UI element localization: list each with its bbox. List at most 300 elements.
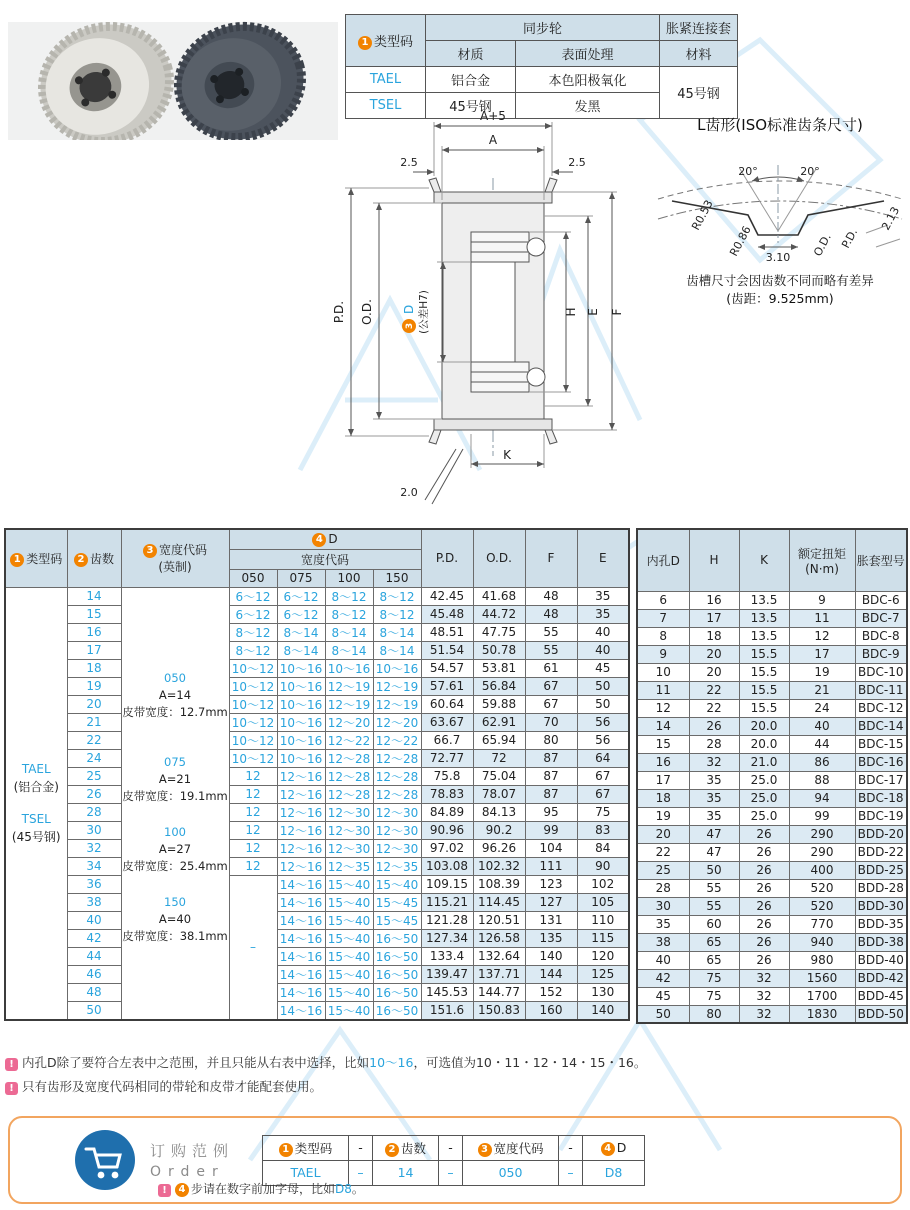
- teeth-cell: 46: [67, 965, 121, 983]
- k-cell: 15.5: [739, 681, 789, 699]
- d-range-150-cell: 12～19: [373, 695, 421, 713]
- d-range-150-cell: 8～12: [373, 605, 421, 623]
- bore-cell: 28: [637, 879, 689, 897]
- od-cell: 65.94: [473, 731, 525, 749]
- d-range-075-cell: 8～14: [277, 623, 325, 641]
- sleeve-row: [637, 789, 907, 807]
- od-cell: 132.64: [473, 947, 525, 965]
- d-range-075-cell: 10～16: [277, 749, 325, 767]
- order-header-teeth: 2 齿数: [373, 1135, 439, 1160]
- d-range-100-cell: 15～40: [325, 965, 373, 983]
- d-range-150-cell: 15～40: [373, 875, 421, 893]
- order-header-type: 1 类型码: [263, 1135, 349, 1160]
- d-range-050-cell: 12: [229, 839, 277, 857]
- sleeve-row: [637, 699, 907, 717]
- d-range-100-cell: 15～40: [325, 929, 373, 947]
- bore-cell: 20: [637, 825, 689, 843]
- h-cell: 75: [689, 969, 739, 987]
- e-cell: 110: [577, 911, 629, 929]
- d-range-075-cell: 10～16: [277, 677, 325, 695]
- torque-cell: 1560: [789, 969, 855, 987]
- teeth-cell: 42: [67, 929, 121, 947]
- od-cell: 50.78: [473, 641, 525, 659]
- badge-3-icon: 3: [143, 544, 157, 558]
- f-cell: 80: [525, 731, 577, 749]
- pulley-row: [5, 1001, 629, 1020]
- torque-cell: 94: [789, 789, 855, 807]
- teeth-cell: 32: [67, 839, 121, 857]
- tooth-profile-note2: (齿距：9.525mm): [726, 291, 834, 306]
- d-range-100-cell: 12～30: [325, 803, 373, 821]
- badge-2-icon: 2: [74, 553, 88, 567]
- od-cell: 108.39: [473, 875, 525, 893]
- torque-cell: 19: [789, 663, 855, 681]
- teeth-cell: 19: [67, 677, 121, 695]
- k-cell: 25.0: [739, 807, 789, 825]
- order-header-row: [263, 1135, 645, 1160]
- d-range-050-cell: 6～12: [229, 587, 277, 605]
- order-header-dash: -: [559, 1135, 583, 1160]
- k-cell: 25.0: [739, 789, 789, 807]
- model-cell: BDD-38: [855, 933, 907, 951]
- k-cell: 20.0: [739, 735, 789, 753]
- header-d: 4 D: [229, 529, 421, 549]
- h-cell: 22: [689, 699, 739, 717]
- pd-cell: 42.45: [421, 587, 473, 605]
- pd-cell: 139.47: [421, 965, 473, 983]
- pd-cell: 60.64: [421, 695, 473, 713]
- svg-text:R0.53: R0.53: [689, 197, 716, 233]
- spec-surface-tael: 本色阳极氧化: [516, 67, 660, 93]
- od-cell: 59.88: [473, 695, 525, 713]
- d-range-150-cell: 15～45: [373, 911, 421, 929]
- h-cell: 35: [689, 789, 739, 807]
- teeth-cell: 44: [67, 947, 121, 965]
- f-cell: 99: [525, 821, 577, 839]
- d-range-150-cell: 12～19: [373, 677, 421, 695]
- model-cell: BDD-30: [855, 897, 907, 915]
- svg-text:2.5: 2.5: [400, 156, 418, 169]
- f-cell: 140: [525, 947, 577, 965]
- sleeve-row: [637, 969, 907, 987]
- torque-cell: 40: [789, 717, 855, 735]
- d-range-100-cell: 15～40: [325, 875, 373, 893]
- f-cell: 111: [525, 857, 577, 875]
- model-cell: BDC-11: [855, 681, 907, 699]
- e-cell: 56: [577, 731, 629, 749]
- tooth-profile-note1: 齿槽尺寸会因齿数不同而略有差异: [686, 273, 874, 288]
- sleeve-row: [637, 717, 907, 735]
- d-range-075-cell: 6～12: [277, 587, 325, 605]
- order-header-d: 4 D: [583, 1135, 645, 1160]
- d-range-075-cell: 12～16: [277, 839, 325, 857]
- d-range-100-cell: 10～16: [325, 659, 373, 677]
- bore-cell: 6: [637, 591, 689, 609]
- torque-cell: 17: [789, 645, 855, 663]
- f-cell: 55: [525, 641, 577, 659]
- model-cell: BDC-17: [855, 771, 907, 789]
- d-range-050-cell: 10～12: [229, 659, 277, 677]
- sleeve-row: [637, 825, 907, 843]
- section-drawing: [325, 104, 660, 522]
- badge-1-icon: 1: [10, 553, 24, 567]
- d-range-050-cell: 10～12: [229, 749, 277, 767]
- teeth-cell: 38: [67, 893, 121, 911]
- pd-cell: 127.34: [421, 929, 473, 947]
- d-range-075-cell: 12～16: [277, 857, 325, 875]
- h-cell: 17: [689, 609, 739, 627]
- tooth-profile-title: L齿形(ISO标准齿条尺寸): [697, 116, 863, 134]
- d-range-150-cell: 16～50: [373, 965, 421, 983]
- spec-sleeve-group-header: 胀紧连接套: [660, 15, 738, 41]
- d-range-075-cell: 14～16: [277, 893, 325, 911]
- sleeve-row: [637, 807, 907, 825]
- f-cell: 144: [525, 965, 577, 983]
- d-range-150-cell: 16～50: [373, 1001, 421, 1020]
- teeth-cell: 22: [67, 731, 121, 749]
- sleeve-row: [637, 681, 907, 699]
- tooth-profile-block: [652, 114, 908, 307]
- svg-text:P.D.: P.D.: [839, 226, 861, 251]
- pulley-row: [5, 713, 629, 731]
- k-cell: 15.5: [739, 645, 789, 663]
- d-range-150-cell: 16～50: [373, 983, 421, 1001]
- badge-1-icon: 1: [358, 36, 372, 50]
- k-cell: 26: [739, 951, 789, 969]
- torque-cell: 86: [789, 753, 855, 771]
- exclaim-icon: !: [158, 1184, 171, 1197]
- pd-cell: 151.6: [421, 1001, 473, 1020]
- pulley-row: [5, 677, 629, 695]
- d-range-100-cell: 15～40: [325, 911, 373, 929]
- d-range-150-cell: 8～14: [373, 641, 421, 659]
- bore-cell: 42: [637, 969, 689, 987]
- od-cell: 62.91: [473, 713, 525, 731]
- badge-4-icon: 4: [601, 1142, 615, 1156]
- spec-sleeve-material-value: 45号钢: [660, 67, 738, 119]
- sleeve-row: [637, 951, 907, 969]
- spec-type-header: 1 类型码: [346, 15, 426, 67]
- k-cell: 26: [739, 879, 789, 897]
- d-range-075-cell: 12～16: [277, 803, 325, 821]
- bore-cell: 45: [637, 987, 689, 1005]
- od-cell: 72: [473, 749, 525, 767]
- f-cell: 123: [525, 875, 577, 893]
- h-cell: 50: [689, 861, 739, 879]
- pd-cell: 84.89: [421, 803, 473, 821]
- d-range-150-cell: 16～50: [373, 929, 421, 947]
- model-cell: BDD-45: [855, 987, 907, 1005]
- pd-cell: 109.15: [421, 875, 473, 893]
- order-example-box: [8, 1116, 902, 1204]
- sleeve-table: [636, 528, 908, 1024]
- svg-text:H: H: [564, 307, 578, 317]
- k-cell: 21.0: [739, 753, 789, 771]
- f-cell: 55: [525, 623, 577, 641]
- sleeve-row: [637, 861, 907, 879]
- torque-cell: 9: [789, 591, 855, 609]
- model-cell: BDC-15: [855, 735, 907, 753]
- width-group-100: 100 A=27 皮带宽度：25.4mm: [122, 824, 228, 873]
- f-cell: 160: [525, 1001, 577, 1020]
- e-cell: 83: [577, 821, 629, 839]
- pulley-row: [5, 947, 629, 965]
- d-range-150-cell: 12～30: [373, 839, 421, 857]
- svg-text:O.D.: O.D.: [811, 231, 834, 259]
- sleeve-row: [637, 609, 907, 627]
- e-cell: 102: [577, 875, 629, 893]
- bore-cell: 35: [637, 915, 689, 933]
- d-range-100-cell: 15～40: [325, 983, 373, 1001]
- header-type-code: 1 类型码: [5, 529, 67, 587]
- e-cell: 105: [577, 893, 629, 911]
- bore-cell: 18: [637, 789, 689, 807]
- spec-code-tael: TAEL: [346, 67, 426, 93]
- pulley-row: [5, 821, 629, 839]
- k-cell: 20.0: [739, 717, 789, 735]
- teeth-cell: 26: [67, 785, 121, 803]
- spec-material-header: 材质: [426, 41, 516, 67]
- pulley-row: [5, 893, 629, 911]
- pulley-row: [5, 641, 629, 659]
- d-range-075-cell: 14～16: [277, 947, 325, 965]
- torque-cell: 44: [789, 735, 855, 753]
- d-range-100-cell: 8～12: [325, 587, 373, 605]
- torque-cell: 21: [789, 681, 855, 699]
- teeth-cell: 16: [67, 623, 121, 641]
- pd-cell: 78.83: [421, 785, 473, 803]
- header-od: O.D.: [473, 529, 525, 587]
- badge-1-icon: 1: [279, 1143, 293, 1157]
- badge-4-icon: 4: [312, 533, 326, 547]
- h-cell: 55: [689, 897, 739, 915]
- spec-material-tael: 铝合金: [426, 67, 516, 93]
- svg-text:20°: 20°: [738, 165, 758, 178]
- d-range-150-cell: 12～22: [373, 731, 421, 749]
- od-cell: 120.51: [473, 911, 525, 929]
- d-range-150-cell: 12～30: [373, 821, 421, 839]
- pd-cell: 72.77: [421, 749, 473, 767]
- h-cell: 32: [689, 753, 739, 771]
- model-cell: BDC-7: [855, 609, 907, 627]
- d-range-150-cell: 12～35: [373, 857, 421, 875]
- teeth-cell: 25: [67, 767, 121, 785]
- d-range-075-cell: 14～16: [277, 1001, 325, 1020]
- torque-cell: 940: [789, 933, 855, 951]
- sleeve-row: [637, 627, 907, 645]
- od-cell: 144.77: [473, 983, 525, 1001]
- bore-cell: 8: [637, 627, 689, 645]
- f-cell: 87: [525, 785, 577, 803]
- pulley-row: [5, 749, 629, 767]
- sleeve-table-body: [637, 591, 907, 1023]
- e-cell: 35: [577, 587, 629, 605]
- e-cell: 50: [577, 677, 629, 695]
- torque-cell: 24: [789, 699, 855, 717]
- pd-cell: 90.96: [421, 821, 473, 839]
- k-cell: 13.5: [739, 627, 789, 645]
- d-range-050-cell: 8～12: [229, 623, 277, 641]
- teeth-cell: 48: [67, 983, 121, 1001]
- header-e: E: [577, 529, 629, 587]
- d-range-050-cell: 10～12: [229, 677, 277, 695]
- d-range-075-cell: 10～16: [277, 695, 325, 713]
- pulley-table: [4, 528, 630, 1021]
- od-cell: 75.04: [473, 767, 525, 785]
- sleeve-row: [637, 771, 907, 789]
- d-range-075-cell: 14～16: [277, 983, 325, 1001]
- model-cell: BDC-8: [855, 627, 907, 645]
- svg-text:F: F: [610, 308, 624, 316]
- model-cell: BDC-12: [855, 699, 907, 717]
- d-range-100-cell: 8～12: [325, 605, 373, 623]
- torque-cell: 290: [789, 843, 855, 861]
- od-cell: 96.26: [473, 839, 525, 857]
- note-bore-range: ! 内孔D除了要符合左表中之范围，并且只能从右表中选择，比如10～16，可选值为10・11・12・14・15・16。: [5, 1053, 646, 1071]
- type-code-cell: TAEL (铝合金) TSEL (45号钢): [5, 587, 67, 1020]
- order-value-dash: –: [559, 1160, 583, 1185]
- svg-text:2.5: 2.5: [568, 156, 586, 169]
- h-cell: 55: [689, 879, 739, 897]
- torque-cell: 12: [789, 627, 855, 645]
- header-h2: H: [689, 529, 739, 591]
- d-range-050-cell: 12: [229, 767, 277, 785]
- torque-cell: 1700: [789, 987, 855, 1005]
- teeth-cell: 40: [67, 911, 121, 929]
- e-cell: 40: [577, 623, 629, 641]
- svg-text:3: 3: [405, 322, 415, 330]
- torque-cell: 980: [789, 951, 855, 969]
- pd-cell: 133.4: [421, 947, 473, 965]
- d-range-150-cell: 12～20: [373, 713, 421, 731]
- k-cell: 32: [739, 969, 789, 987]
- h-cell: 26: [689, 717, 739, 735]
- teeth-cell: 28: [67, 803, 121, 821]
- bore-cell: 50: [637, 1005, 689, 1023]
- header-f: F: [525, 529, 577, 587]
- h-cell: 20: [689, 663, 739, 681]
- teeth-cell: 14: [67, 587, 121, 605]
- d-range-050-cell: 10～12: [229, 731, 277, 749]
- bore-cell: 38: [637, 933, 689, 951]
- model-cell: BDD-22: [855, 843, 907, 861]
- od-cell: 90.2: [473, 821, 525, 839]
- sleeve-row: [637, 1005, 907, 1023]
- h-cell: 22: [689, 681, 739, 699]
- d-range-075-cell: 14～16: [277, 965, 325, 983]
- d-range-050-cell: 12: [229, 857, 277, 875]
- d-range-075-cell: 8～14: [277, 641, 325, 659]
- f-cell: 67: [525, 677, 577, 695]
- h-cell: 65: [689, 933, 739, 951]
- d-range-150-cell: 12～28: [373, 749, 421, 767]
- header-075: 075: [277, 569, 325, 587]
- e-cell: 130: [577, 983, 629, 1001]
- d-range-075-cell: 14～16: [277, 875, 325, 893]
- e-cell: 75: [577, 803, 629, 821]
- header-teeth: 2 齿数: [67, 529, 121, 587]
- pulley-row: [5, 983, 629, 1001]
- torque-cell: 520: [789, 897, 855, 915]
- k-cell: 26: [739, 915, 789, 933]
- pulley-row: [5, 803, 629, 821]
- svg-text:K: K: [503, 448, 511, 462]
- pulley-row: [5, 875, 629, 893]
- d-range-075-cell: 10～16: [277, 659, 325, 677]
- badge-3-icon: 3: [478, 1143, 492, 1157]
- order-value-type: TAEL: [263, 1160, 349, 1185]
- svg-text:2.13: 2.13: [879, 204, 903, 233]
- d-range-100-cell: 12～35: [325, 857, 373, 875]
- model-cell: BDD-40: [855, 951, 907, 969]
- d-range-100-cell: 12～30: [325, 821, 373, 839]
- od-cell: 84.13: [473, 803, 525, 821]
- h-cell: 35: [689, 807, 739, 825]
- od-cell: 47.75: [473, 623, 525, 641]
- f-cell: 67: [525, 695, 577, 713]
- d-range-100-cell: 15～40: [325, 1001, 373, 1020]
- order-value-dash: –: [439, 1160, 463, 1185]
- e-cell: 40: [577, 641, 629, 659]
- h-cell: 47: [689, 843, 739, 861]
- d-range-050-cell: 6～12: [229, 605, 277, 623]
- order-value-d: D8: [583, 1160, 645, 1185]
- bore-cell: 11: [637, 681, 689, 699]
- d-range-150-cell: 12～30: [373, 803, 421, 821]
- torque-cell: 88: [789, 771, 855, 789]
- h-cell: 20: [689, 645, 739, 663]
- f-cell: 95: [525, 803, 577, 821]
- f-cell: 104: [525, 839, 577, 857]
- model-cell: BDC-9: [855, 645, 907, 663]
- width-group-150: 150 A=40 皮带宽度：38.1mm: [122, 894, 228, 943]
- d-range-050-cell: 10～12: [229, 695, 277, 713]
- order-value-teeth: 14: [373, 1160, 439, 1185]
- pd-cell: 57.61: [421, 677, 473, 695]
- d-range-050-cell: 12: [229, 785, 277, 803]
- svg-text:20°: 20°: [800, 165, 820, 178]
- f-cell: 48: [525, 605, 577, 623]
- d-range-100-cell: 12～19: [325, 677, 373, 695]
- svg-text:E: E: [586, 308, 600, 316]
- pd-cell: 97.02: [421, 839, 473, 857]
- model-cell: BDC-14: [855, 717, 907, 735]
- torque-cell: 99: [789, 807, 855, 825]
- spec-surface-tsel: 发黑: [516, 93, 660, 119]
- teeth-cell: 15: [67, 605, 121, 623]
- d-range-150-cell: 8～14: [373, 623, 421, 641]
- od-cell: 150.83: [473, 1001, 525, 1020]
- k-cell: 26: [739, 933, 789, 951]
- d-range-050-cell: 10～12: [229, 713, 277, 731]
- teeth-cell: 21: [67, 713, 121, 731]
- e-cell: 50: [577, 695, 629, 713]
- header-bore: 内孔D: [637, 529, 689, 591]
- pd-cell: 45.48: [421, 605, 473, 623]
- f-cell: 48: [525, 587, 577, 605]
- e-cell: 67: [577, 767, 629, 785]
- pd-cell: 145.53: [421, 983, 473, 1001]
- d-range-075-cell: 12～16: [277, 767, 325, 785]
- d-range-050-cell: 8～12: [229, 641, 277, 659]
- model-cell: BDD-20: [855, 825, 907, 843]
- teeth-cell: 20: [67, 695, 121, 713]
- teeth-cell: 36: [67, 875, 121, 893]
- pulley-row: [5, 857, 629, 875]
- d-range-050-dash-cell: –: [229, 875, 277, 1020]
- sleeve-row: [637, 645, 907, 663]
- k-cell: 32: [739, 987, 789, 1005]
